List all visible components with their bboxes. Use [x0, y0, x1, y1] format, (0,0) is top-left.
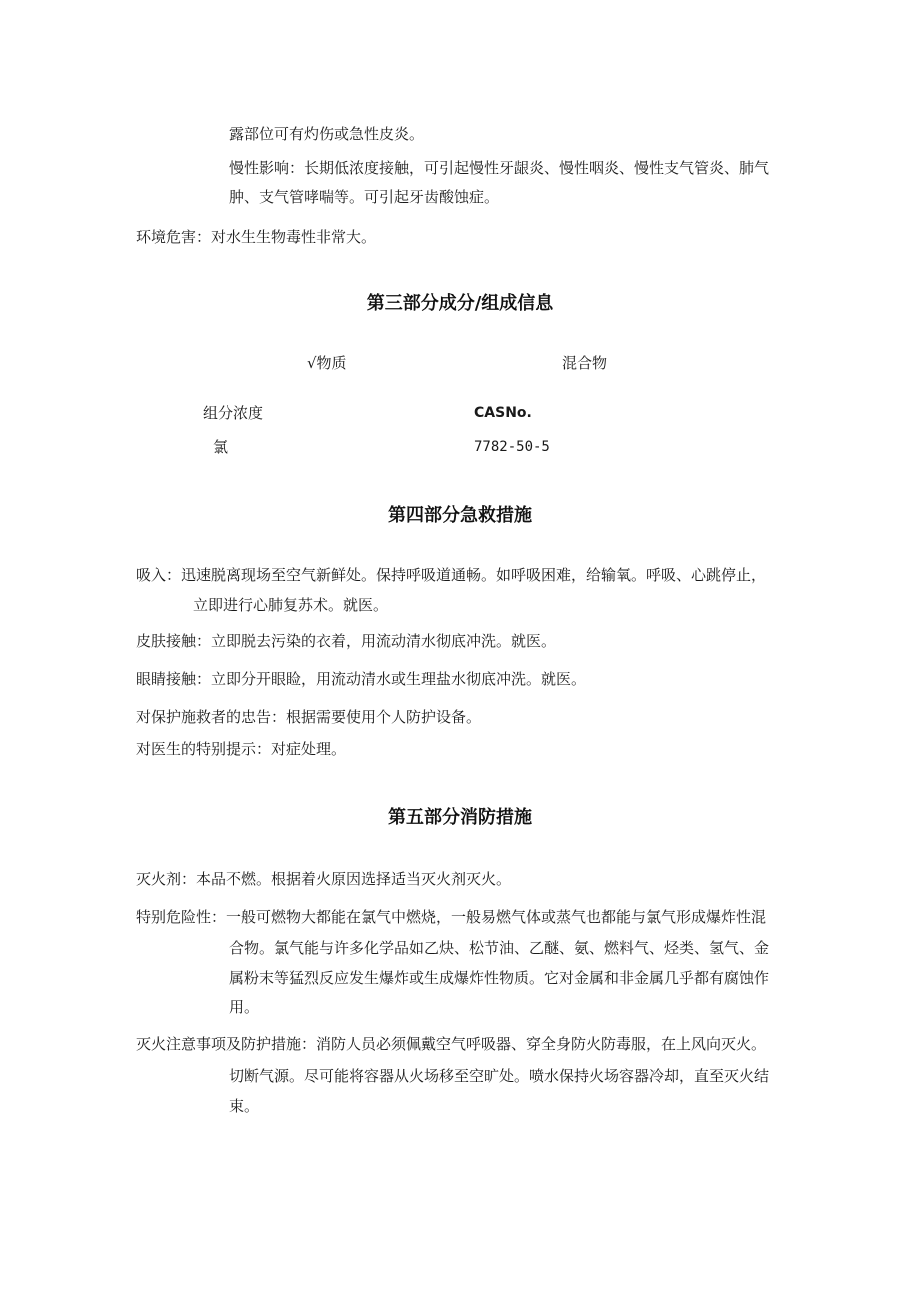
section-3-title: 第三部分成分/组成信息 — [366, 293, 554, 314]
firefighting-note-line-3: 束。 — [229, 1097, 260, 1115]
inhalation-line-2: 立即进行心肺复苏术。就医。 — [193, 596, 389, 614]
mixture-label: 混合物 — [562, 354, 608, 372]
special-hazard-line-3: 属粉末等猛烈反应发生爆炸或生成爆炸性物质。它对金属和非金属几乎都有腐蚀作 — [229, 969, 770, 987]
special-hazard-line-1: 特别危险性：一般可燃物大都能在氯气中燃烧，一般易燃气体或蒸气也都能与氯气形成爆炸性混 — [136, 908, 767, 926]
special-hazard-line-2: 合物。氯气能与许多化学品如乙炔、松节油、乙醚、氨、燃料气、烃类、氢气、金 — [229, 939, 770, 957]
environmental-hazard: 环境危害：对水生生物毒性非常大。 — [136, 228, 377, 246]
extinguishing-agent: 灭火剂：本品不燃。根据着火原因选择适当灭火剂灭火。 — [136, 870, 512, 888]
inhalation-line-1: 吸入：迅速脱离现场至空气新鲜处。保持呼吸道通畅。如呼吸困难，给输氧。呼吸、心跳停止， — [136, 566, 767, 584]
chronic-intro-line: 露部位可有灼伤或急性皮炎。 — [229, 125, 425, 143]
cas-number: 7782-50-5 — [474, 439, 550, 455]
doctor-note: 对医生的特别提示：对症处理。 — [136, 740, 347, 758]
firefighting-note-line-2: 切断气源。尽可能将容器从火场移至空旷处。喷水保持火场容器冷却，直至灭火结 — [229, 1067, 770, 1085]
component-column-header: 组分浓度 — [203, 404, 264, 422]
chronic-effects-line-1: 慢性影响：长期低浓度接触，可引起慢性牙龈炎、慢性咽炎、慢性支气管炎、肺气 — [229, 159, 770, 177]
section-5-title: 第五部分消防措施 — [388, 807, 532, 828]
eye-contact: 眼睛接触：立即分开眼睑，用流动清水或生理盐水彻底冲洗。就医。 — [136, 670, 587, 688]
component-name: 氯 — [213, 438, 229, 456]
skin-contact: 皮肤接触：立即脱去污染的衣着，用流动清水彻底冲洗。就医。 — [136, 632, 557, 650]
substance-checkbox-label: √物质 — [307, 354, 347, 372]
cas-column-header: CASNo. — [474, 405, 532, 421]
chronic-effects-line-2: 肿、支气管哮喘等。可引起牙齿酸蚀症。 — [229, 188, 500, 206]
firefighting-note-line-1: 灭火注意事项及防护措施：消防人员必须佩戴空气呼吸器、穿全身防火防毒服，在上风向灭火。 — [136, 1035, 767, 1053]
special-hazard-line-4: 用。 — [229, 998, 260, 1016]
section-4-title: 第四部分急救措施 — [388, 505, 532, 526]
rescuer-advice: 对保护施救者的忠告：根据需要使用个人防护设备。 — [136, 708, 482, 726]
